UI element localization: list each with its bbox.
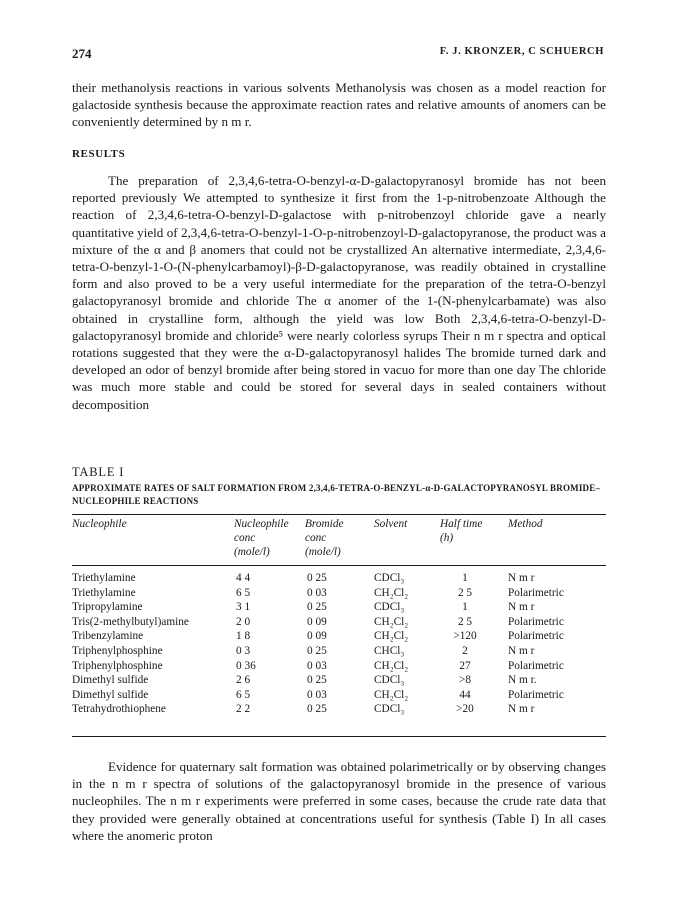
table-cell: CH₂Cl₂ (374, 615, 409, 628)
table-cell: Triphenylphosphine (72, 644, 163, 657)
table-cell: Polarimetric (508, 615, 564, 628)
table-cell: CDCl₃ (374, 674, 405, 687)
table-bottom-rule (72, 736, 606, 737)
table-cell: 2 (462, 644, 468, 657)
table-cell: N m r (508, 572, 535, 584)
table-cell: N m r (508, 703, 535, 716)
table-cell: CDCl₃ (374, 703, 405, 716)
table-cell: CH₂Cl₂ (374, 586, 409, 599)
table-cell: 2 6 (236, 674, 251, 687)
header-method: Method (508, 518, 543, 530)
table-cell: Tribenzylamine (72, 630, 144, 643)
header-nucleophile-conc: Nucleophile conc (mole/l) (234, 518, 289, 558)
table-cell: N m r. (508, 674, 537, 687)
table-cell: Triethylamine (72, 586, 136, 599)
table-cell: 0 25 (307, 644, 327, 657)
column-nucleophile-conc (234, 571, 296, 717)
header-half-time: Half time (h) (440, 518, 483, 544)
table-cell: 0 25 (307, 674, 327, 687)
page-number: 274 (72, 46, 92, 61)
table-cell: CH₂Cl₂ (374, 630, 409, 643)
table-cell: Polarimetric (508, 630, 564, 643)
table-cell: CH₂Cl₂ (374, 659, 409, 672)
intro-paragraph: their methanolysis reactions in various solvents Methanolysis was chosen as a model reaction for galactoside synthesis because the approximate reaction rates and relative amounts of anomers can be conveniently determined by n m r. (72, 80, 606, 130)
table-cell: Polarimetric (508, 659, 564, 672)
results-paragraph: The preparation of 2,3,4,6-tetra-O-benzyl-α-D-galactopyranosyl bromide has not been reported previously We attempted to synthesize it first from the 1-p-nitrobenzoate Although the reaction of 2,3,4,6-tetra-O-benzyl-D-galactose with p-nitrobenzoyl chloride gave a nearly quantitative yield of 2,3,4,6-tetra-O-benzyl-1-O-p-nitrobenzoyl-D-galactopyranose, the product was a mixture of the α and β anomers that could not be crystallized An alternative intermediate, 2,3,4,6-tetra-O-benzyl-1-O-(N-phenylcarbamoyl)-β-D-galactopyranose, was readily obtained in crystalline form and also proved to be a very useful intermediate for the preparation of the tetra-O-benzyl galactopyranosyl bromide and chloride The α anomer of the 1-(N-phenylcarbamate) was also obtained in crystalline form, although the yield was low Both 2,3,4,6-tetra-O-benzyl-D-galactopyranosyl bromide and chloride⁵ were nearly colorless syrups Their n m r spectra and optical rotations suggested that they were the α-D-galactopyranosyl halides The bromide turned dark and developed an odor of benzyl bromide after being stored in vacuo for more than one day The chloride was much more stable and could be stored for several days in sealed containers without decomposition (72, 173, 606, 412)
column-method (508, 571, 606, 717)
column-nucleophile (72, 571, 227, 717)
table-cell: >8 (458, 674, 472, 687)
table-cell: Dimethyl sulfide (72, 688, 149, 701)
table-cell: 0 3 (236, 644, 251, 657)
table-cell: 3 1 (236, 601, 251, 614)
table-cell: 0 25 (307, 601, 327, 614)
table-cell: CH₂Cl₂ (374, 688, 409, 701)
table-cell: 1 (462, 601, 468, 614)
table-cell: Triphenylphosphine (72, 659, 163, 672)
running-head: F. J. KRONZER, C SCHUERCH (439, 46, 604, 57)
table-cell: Tris(2-methylbutyl)amine (72, 615, 189, 628)
table-cell: 0 03 (307, 688, 327, 701)
table-cell: 2 5 (457, 615, 473, 628)
header-bromide-conc: Bromide conc (mole/l) (305, 518, 344, 558)
table-header-rule (72, 565, 606, 566)
column-half-time (440, 571, 490, 717)
column-solvent (374, 571, 434, 717)
table-label: TABLE I (72, 465, 125, 479)
table-cell: 0 36 (236, 659, 256, 672)
table-cell: 2 2 (236, 703, 251, 716)
table-cell: 6 5 (236, 586, 251, 599)
table-cell: Triethylamine (72, 572, 136, 584)
table-cell: 0 03 (307, 659, 327, 672)
header-solvent: Solvent (374, 518, 408, 530)
table-cell: 6 5 (236, 688, 251, 701)
table-cell: Tetrahydrothiophene (72, 703, 166, 716)
table-cell: 2 5 (457, 586, 473, 599)
table-cell: 0 09 (307, 630, 327, 643)
table-cell: 44 (459, 688, 471, 701)
table-cell: 0 25 (307, 572, 327, 584)
table-cell: Dimethyl sulfide (72, 674, 149, 687)
table-cell: N m r (508, 601, 535, 614)
table-cell: Tripropylamine (72, 601, 143, 614)
page-header (72, 46, 604, 62)
table-cell: 1 8 (236, 630, 251, 643)
table-cell: CDCl₃ (374, 601, 405, 614)
table-caption: APPROXIMATE RATES OF SALT FORMATION FROM 2,3,4,6-TETRA-O-BENZYL-α-D-GALACTOPYRANOSYL BROMIDE–NUCLEOPHILE REACTIONS (72, 483, 601, 506)
table-cell: 2 0 (236, 615, 251, 628)
table-cell: 0 09 (307, 615, 327, 628)
table-cell: Polarimetric (508, 688, 564, 701)
column-bromide-conc (305, 571, 367, 717)
section-heading: RESULTS (72, 148, 126, 160)
closing-paragraph: Evidence for quaternary salt formation was obtained polarimetrically or by observing changes in the n m r spectra of solutions of the galactopyranosyl bromide in the presence of various nucleophiles. The n m r experiments were preferred in some cases, because the crude rate data that they provided were generally obtained at concentrations useful for synthesis (Table I) In all cases where the anomeric proton (72, 759, 606, 843)
table-cell: CHCl₃ (374, 644, 405, 657)
table-cell: >120 (453, 630, 477, 643)
table-cell: CDCl₃ (374, 572, 405, 584)
table-cell: N m r (508, 644, 535, 657)
table-cell: >20 (456, 703, 474, 716)
table-cell: 27 (459, 659, 471, 672)
table-cell: 1 (462, 572, 468, 584)
table-cell: 0 25 (307, 703, 327, 716)
table-cell: 0 03 (307, 586, 327, 599)
table-cell: Polarimetric (508, 586, 564, 599)
table-top-rule (72, 514, 606, 515)
table-cell: 4 4 (236, 572, 251, 584)
header-nucleophile: Nucleophile (72, 518, 127, 530)
